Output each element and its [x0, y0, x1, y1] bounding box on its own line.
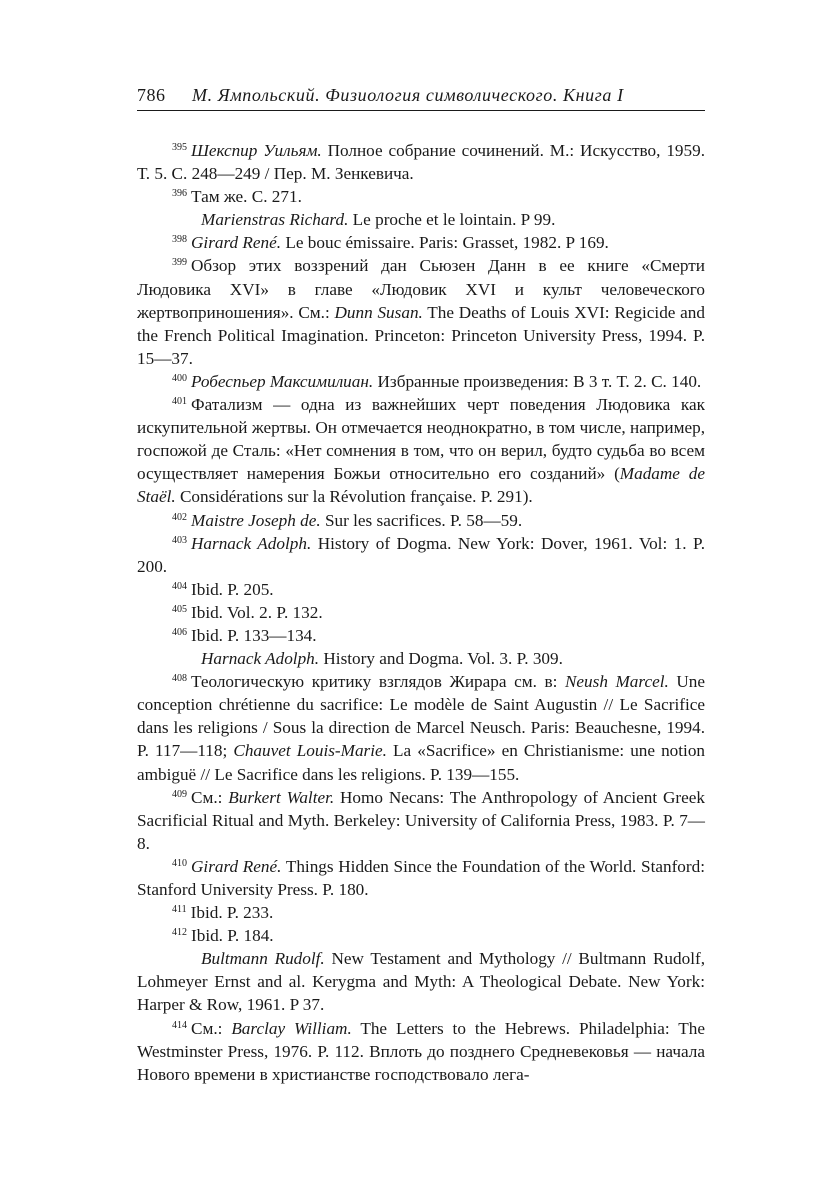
- footnote-author: Barclay William.: [231, 1018, 352, 1038]
- footnote-text: Полное собрание сочинений. М.: Искусство, 1959. Т. 5. С. 248—249 / Пер. М. Зенкевича.: [137, 141, 705, 184]
- footnote: [137, 231, 705, 254]
- footnote-number: 404: [172, 580, 187, 592]
- footnote-number: 395: [172, 142, 187, 153]
- footnote-text: Une conception chrétienne du sacrifice: Le modèle de Saint Augustin // Le Sacrifice dans les religions / Sous la direction de Marcel Neusch. Paris: Beauchesne, 1994. P. 117—118;: [137, 672, 705, 761]
- footnote-text: History of Dogma. New York: Dover, 1961. Vol: 1. P. 200.: [137, 533, 705, 576]
- footnote-text: Sur les sacrifices. P. 58—59.: [320, 510, 523, 530]
- footnote-text: Обзор этих воззрений дан Сьюзен Данн в ее книге «Смерти Людовика XVI» в главе «Людовик XVI и культ человеческого жертвоприношения». См.:: [137, 256, 705, 322]
- footnote-author: Marienstras Richard.: [201, 210, 349, 230]
- footnote-text: Фатализм — одна из важнейших черт поведения Людовика как искупительной жертвы. Он отмечается неоднократно, в том числе, например, госпожой де Сталь: «Нет сомнения в том, что он верил, будто судьба во всем осуществляет намерения Божьи относительно его созданий» (: [137, 395, 705, 484]
- footnote-number: 414: [172, 1019, 187, 1031]
- footnote: [137, 208, 705, 231]
- footnote: [137, 947, 705, 1016]
- footnote-number: 409: [172, 788, 187, 800]
- footnote: [137, 601, 705, 624]
- footnote-number: 403: [172, 534, 187, 546]
- footnote-text: Le bouc émissaire. Paris: Grasset, 1982. P 169.: [281, 233, 609, 253]
- footnote-number: 400: [172, 372, 187, 384]
- footnote-number: 410: [172, 857, 187, 869]
- footnote-author: Madame de Staël.: [137, 464, 705, 507]
- footnote-number: 398: [172, 234, 187, 246]
- footnote: [137, 670, 705, 785]
- footnote-text: Ibid. P. 184.: [191, 926, 274, 946]
- footnote-text: Ibid. Vol. 2. P. 132.: [191, 602, 323, 622]
- footnote-text: Ibid. P. 205.: [191, 579, 274, 599]
- footnote-text: Ibid. P. 233.: [190, 903, 274, 923]
- footnote: [137, 370, 705, 393]
- footnote-author: Bultmann Rudolf.: [201, 949, 325, 969]
- footnote-text: History and Dogma. Vol. 3. P. 309.: [319, 649, 563, 669]
- footnotes-list: [137, 139, 705, 1086]
- footnote-text: Теологическую критику взглядов Жирара см. в:: [191, 672, 565, 692]
- footnote: [137, 647, 705, 670]
- footnote-number: 406: [172, 626, 187, 638]
- footnote-number: 408: [172, 673, 187, 685]
- footnote: [137, 855, 705, 901]
- footnote-number: 411: [172, 904, 187, 916]
- footnote: [137, 786, 705, 855]
- footnote: [137, 185, 705, 208]
- footnote-text: Ibid. P. 133—134.: [191, 625, 317, 645]
- footnote-author: Шекспир Уильям.: [191, 141, 322, 160]
- footnote: [137, 509, 705, 532]
- running-title: М. Ямпольский. Физиология символического. Книга I: [192, 85, 624, 105]
- footnote-text: См.:: [191, 787, 229, 807]
- footnote-author: Maistre Joseph de.: [191, 510, 321, 530]
- footnote-text: The Letters to the Hebrews. Philadelphia: The Westminster Press, 1976. P. 112. Вплоть до позднего Средневековья — начала Нового времени в христианстве господствовало лега-: [137, 1018, 705, 1084]
- footnote-text: Там же. С. 271.: [191, 187, 302, 207]
- footnote: [137, 1017, 705, 1086]
- footnote: [137, 139, 705, 185]
- footnote-number: 399: [172, 257, 187, 269]
- footnote-author: Chauvet Louis-Marie.: [233, 741, 387, 761]
- footnote-text: Le proche et le lointain. P 99.: [348, 210, 556, 230]
- footnote-text: См.:: [191, 1018, 232, 1038]
- footnote: [137, 393, 705, 508]
- footnote-author: Harnack Adolph.: [201, 649, 320, 669]
- footnote-text: Things Hidden Since the Foundation of the World. Stanford: Stanford University Press. P. 180.: [137, 856, 705, 899]
- footnote-author: Dunn Susan.: [334, 302, 423, 322]
- footnote-number: 405: [172, 603, 187, 615]
- footnote: [137, 624, 705, 647]
- footnote: [137, 578, 705, 601]
- footnote-text: Considérations sur la Révolution française. P. 291).: [175, 487, 533, 507]
- page-number: 786: [137, 85, 166, 105]
- footnote-text: New Testament and Mythology // Bultmann Rudolf, Lohmeyer Ernst and al. Kerygma and Myth: A Theological Debate. New York: Harper & Row, 1961. P 37.: [137, 949, 705, 1015]
- footnote-number: 396: [172, 188, 187, 200]
- footnote-author: Neush Marcel.: [564, 672, 669, 692]
- footnote-text: The Deaths of Louis XVI: Regicide and the French Political Imagination. Princeton: Princeton University Press, 1994. P. 15—37.: [137, 302, 705, 368]
- footnote-author: Burkert Walter.: [228, 787, 335, 807]
- footnote-number: 412: [172, 927, 187, 939]
- footnote-number: 402: [172, 511, 187, 523]
- footnote-number: 401: [172, 396, 187, 408]
- footnote-author: Робеспьер Максимилиан.: [191, 371, 374, 391]
- footnote-author: Girard René.: [191, 856, 282, 876]
- running-header: [137, 84, 705, 111]
- footnote: [137, 532, 705, 578]
- footnote-text: La «Sacrifice» en Christianisme: une notion ambiguë // Le Sacrifice dans les religions. P. 139—155.: [137, 741, 706, 784]
- footnote-text: Избранные произведения: В 3 т. Т. 2. С. 140.: [373, 371, 702, 391]
- footnote: [137, 924, 705, 947]
- footnote-author: Harnack Adolph.: [191, 533, 312, 553]
- footnote-author: Girard René.: [191, 233, 282, 253]
- footnote-text: Homo Necans: The Anthropology of Ancient Greek Sacrificial Ritual and Myth. Berkeley: University of California Press, 1983. P. 7—8.: [137, 787, 705, 853]
- footnote: [137, 254, 705, 369]
- footnote: [137, 901, 705, 924]
